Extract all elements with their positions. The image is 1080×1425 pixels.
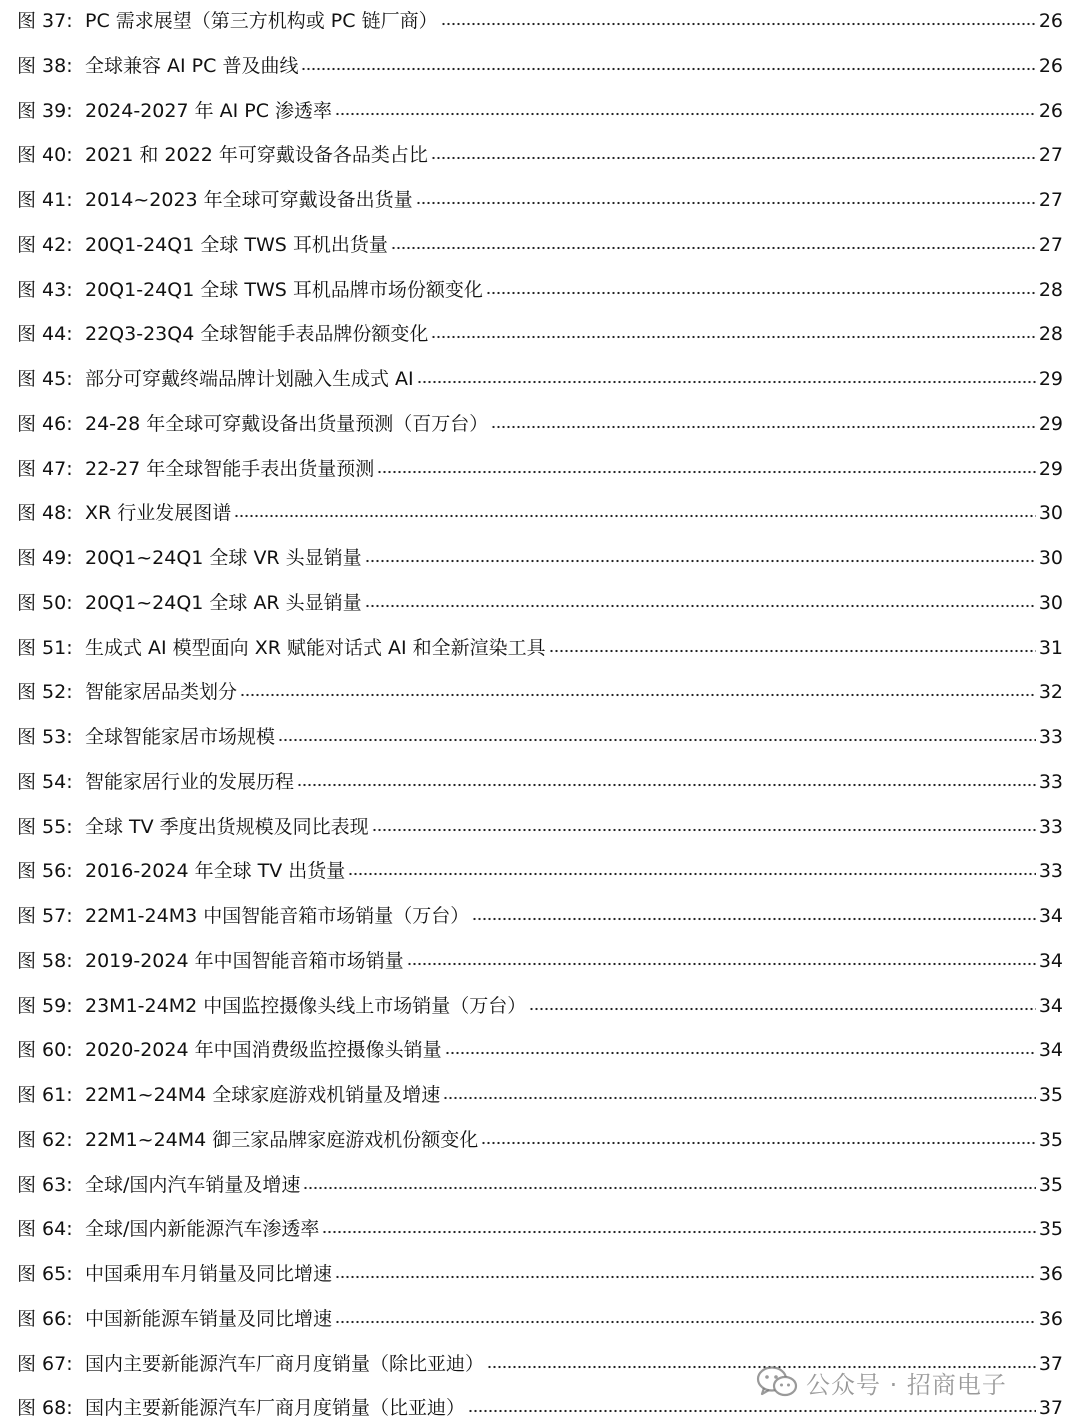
figure-title: 2019-2024 年中国智能音箱市场销量: [85, 949, 404, 972]
dot-leader: [468, 1407, 1036, 1415]
figure-number: 图 60:: [17, 1039, 73, 1062]
figure-number: 图 46:: [17, 412, 73, 435]
figure-number: 图 49:: [17, 547, 73, 569]
page-number: 33: [1038, 860, 1063, 883]
wechat-icon: [756, 1364, 798, 1400]
dot-leader: [481, 1139, 1036, 1147]
figure-number: 图 43:: [17, 278, 73, 301]
dot-leader: [443, 1094, 1036, 1102]
toc-entry[interactable]: [17, 1035, 1063, 1065]
toc-entry[interactable]: [17, 498, 1063, 528]
page-number: 26: [1038, 54, 1063, 77]
toc-entry[interactable]: [17, 677, 1063, 707]
toc-entry[interactable]: [17, 319, 1063, 349]
toc-entry[interactable]: [17, 767, 1063, 797]
dot-leader: [441, 20, 1036, 28]
page-number: 34: [1038, 994, 1063, 1017]
dot-leader: [234, 512, 1036, 520]
figure-title: 全球 TV 季度出货规模及同比表现: [85, 815, 369, 838]
figure-number: 图 66:: [17, 1307, 73, 1330]
toc-entry[interactable]: [17, 185, 1063, 215]
figure-title: 中国乘用车月销量及同比增速: [85, 1263, 333, 1285]
dot-leader: [472, 915, 1036, 923]
dot-leader: [417, 378, 1036, 386]
toc-entry[interactable]: [17, 230, 1063, 260]
dot-leader: [322, 1228, 1035, 1236]
dot-leader: [372, 826, 1036, 834]
figure-number: 图 52:: [17, 681, 73, 704]
toc-entry[interactable]: [17, 991, 1063, 1021]
toc-entry[interactable]: [17, 1080, 1063, 1110]
toc-entry[interactable]: [17, 96, 1063, 126]
figure-number: 图 50:: [17, 591, 73, 614]
figure-number: 图 64:: [17, 1218, 73, 1241]
figure-number: 图 41:: [17, 189, 73, 211]
dot-leader: [365, 602, 1036, 610]
page-number: 32: [1038, 681, 1063, 704]
dot-leader: [431, 154, 1036, 162]
figure-title: 22M1~24M4 御三家品牌家庭游戏机份额变化: [85, 1128, 479, 1151]
dot-leader: [549, 647, 1036, 655]
page-number: 30: [1038, 547, 1063, 569]
figure-title: 23M1-24M2 中国监控摄像头线上市场销量（万台）: [85, 994, 527, 1017]
page-number: 33: [1038, 815, 1063, 838]
figure-title: 全球/国内新能源汽车渗透率: [85, 1218, 320, 1241]
figure-title: 24-28 年全球可穿戴设备出货量预测（百万台）: [85, 412, 489, 435]
figure-number: 图 57:: [17, 905, 73, 927]
page-number: 37: [1038, 1352, 1063, 1375]
figure-title: 22M1~24M4 全球家庭游戏机销量及增速: [85, 1084, 441, 1106]
figure-title: 22Q3-23Q4 全球智能手表品牌份额变化: [85, 323, 429, 346]
watermark: [756, 1362, 1007, 1402]
figure-title: 全球智能家居市场规模: [85, 726, 276, 748]
toc-entry[interactable]: [17, 140, 1063, 170]
figure-number: 图 47:: [17, 457, 73, 480]
figure-number: 图 44:: [17, 323, 73, 346]
dot-leader: [335, 1318, 1036, 1326]
dot-leader: [301, 65, 1035, 73]
figure-number: 图 58:: [17, 949, 73, 972]
figure-title: 20Q1-24Q1 全球 TWS 耳机品牌市场份额变化: [85, 278, 483, 301]
figure-number: 图 42:: [17, 233, 73, 256]
page-number: 33: [1038, 770, 1063, 793]
dot-leader: [529, 1005, 1036, 1013]
figure-number: 图 62:: [17, 1128, 73, 1151]
toc-entry[interactable]: [17, 454, 1063, 484]
dot-leader: [491, 423, 1036, 431]
toc-entry[interactable]: [17, 1170, 1063, 1200]
page-number: 26: [1038, 10, 1063, 32]
dot-leader: [278, 736, 1036, 744]
toc-entry[interactable]: [17, 856, 1063, 886]
dot-leader: [377, 468, 1036, 476]
dot-leader: [391, 244, 1036, 252]
figure-title: 全球兼容 AI PC 普及曲线: [85, 54, 299, 77]
figure-title: 国内主要新能源汽车厂商月度销量（比亚迪）: [85, 1397, 466, 1420]
page-number: 27: [1038, 144, 1063, 167]
page-number: 37: [1038, 1397, 1063, 1420]
toc-entry[interactable]: [17, 901, 1063, 931]
dot-leader: [431, 333, 1035, 341]
dot-leader: [416, 199, 1036, 207]
page-number: 26: [1038, 99, 1063, 122]
page-number: 29: [1038, 412, 1063, 435]
page-number: 34: [1038, 949, 1063, 972]
figure-number: 图 55:: [17, 815, 73, 838]
figure-title: 2020-2024 年中国消费级监控摄像头销量: [85, 1039, 442, 1062]
toc-entry[interactable]: [17, 275, 1063, 305]
dot-leader: [240, 691, 1036, 699]
dot-leader: [335, 110, 1036, 118]
figure-title: 生成式 AI 模型面向 XR 赋能对话式 AI 和全新渲染工具: [85, 636, 546, 659]
dot-leader: [303, 1184, 1035, 1192]
figure-number: 图 37:: [17, 10, 73, 32]
figure-title: 部分可穿戴终端品牌计划融入生成式 AI: [85, 368, 414, 390]
page-number: 27: [1038, 233, 1063, 256]
figure-number: 图 68:: [17, 1397, 73, 1420]
toc-entry[interactable]: [17, 633, 1063, 663]
dot-leader: [445, 1049, 1036, 1057]
figure-number: 图 48:: [17, 502, 73, 525]
page-number: 27: [1038, 189, 1063, 211]
figure-number: 图 63:: [17, 1173, 73, 1196]
page-number: 36: [1038, 1263, 1063, 1285]
toc-entry[interactable]: [17, 1259, 1063, 1289]
figure-title: 智能家居行业的发展历程: [85, 770, 295, 793]
figure-title: 20Q1-24Q1 全球 TWS 耳机出货量: [85, 233, 388, 256]
watermark-text: 公众号 · 招商电子: [806, 1370, 1007, 1399]
figure-title: 全球/国内汽车销量及增速: [85, 1173, 301, 1196]
page-number: 34: [1038, 1039, 1063, 1062]
page-number: 35: [1038, 1218, 1063, 1241]
figure-number: 图 61:: [17, 1084, 73, 1106]
figure-title: 国内主要新能源汽车厂商月度销量（除比亚迪）: [85, 1352, 485, 1375]
toc-entry[interactable]: [17, 409, 1063, 439]
figure-title: 22M1-24M3 中国智能音箱市场销量（万台）: [85, 905, 470, 927]
page-number: 28: [1038, 323, 1063, 346]
figure-title: 2024-2027 年 AI PC 渗透率: [85, 99, 333, 122]
toc-entry[interactable]: [17, 543, 1063, 573]
page-number: 30: [1038, 502, 1063, 525]
page-number: 30: [1038, 591, 1063, 614]
page-number: 35: [1038, 1084, 1063, 1106]
dot-leader: [297, 781, 1036, 789]
figure-number: 图 40:: [17, 144, 73, 167]
page-number: 35: [1038, 1128, 1063, 1151]
figure-title: 22-27 年全球智能手表出货量预测: [85, 457, 375, 480]
figure-number: 图 67:: [17, 1352, 73, 1375]
page-number: 35: [1038, 1173, 1063, 1196]
toc-entry[interactable]: [17, 812, 1063, 842]
toc-entry[interactable]: [17, 364, 1063, 394]
toc-entry[interactable]: [17, 1214, 1063, 1244]
figure-title: 20Q1~24Q1 全球 AR 头显销量: [85, 591, 362, 614]
figure-number: 图 51:: [17, 636, 73, 659]
figure-title: XR 行业发展图谱: [85, 502, 232, 525]
figure-title: PC 需求展望（第三方机构或 PC 链厂商）: [85, 10, 438, 32]
figure-number: 图 54:: [17, 770, 73, 793]
dot-leader: [365, 557, 1036, 565]
toc-entry[interactable]: [17, 722, 1063, 752]
figure-number: 图 53:: [17, 726, 73, 748]
page-number: 28: [1038, 278, 1063, 301]
figure-title: 中国新能源车销量及同比增速: [85, 1307, 333, 1330]
dot-leader: [486, 289, 1036, 297]
dot-leader: [407, 960, 1036, 968]
figure-title: 2016-2024 年全球 TV 出货量: [85, 860, 346, 883]
figure-number: 图 59:: [17, 994, 73, 1017]
figure-title: 2014~2023 年全球可穿戴设备出货量: [85, 189, 413, 211]
page-number: 31: [1038, 636, 1063, 659]
figure-number: 图 38:: [17, 54, 73, 77]
dot-leader: [335, 1273, 1036, 1281]
dot-leader: [348, 870, 1036, 878]
toc-entry[interactable]: [17, 588, 1063, 618]
figure-number: 图 56:: [17, 860, 73, 883]
figure-title: 2021 和 2022 年可穿戴设备各品类占比: [85, 144, 428, 167]
toc-entry[interactable]: [17, 946, 1063, 976]
page-number: 34: [1038, 905, 1063, 927]
figure-title: 智能家居品类划分: [85, 681, 238, 704]
page-number: 33: [1038, 726, 1063, 748]
page-number: 29: [1038, 457, 1063, 480]
figure-title: 20Q1~24Q1 全球 VR 头显销量: [85, 547, 362, 569]
figure-number: 图 45:: [17, 368, 73, 390]
figure-number: 图 65:: [17, 1263, 73, 1285]
toc-entry[interactable]: [17, 1304, 1063, 1334]
page-number: 36: [1038, 1307, 1063, 1330]
toc-entry[interactable]: [17, 1125, 1063, 1155]
toc-entry[interactable]: [17, 51, 1063, 81]
toc-entry[interactable]: [17, 6, 1063, 36]
figure-number: 图 39:: [17, 99, 73, 122]
page-number: 29: [1038, 368, 1063, 390]
